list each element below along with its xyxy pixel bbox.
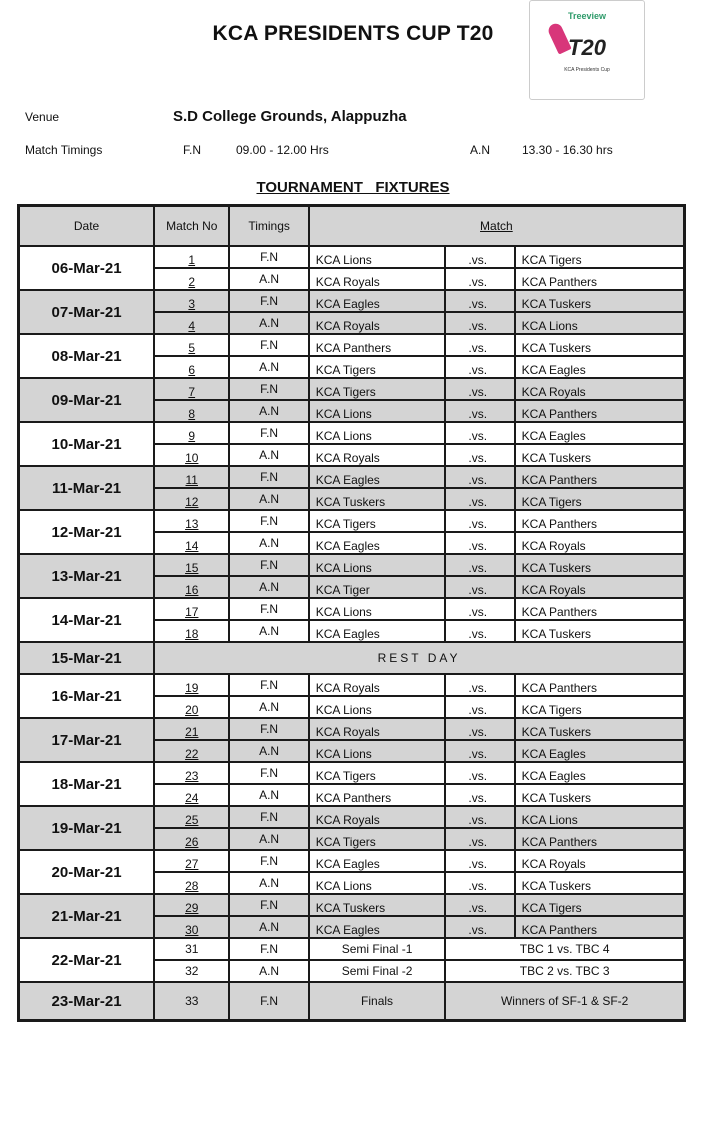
match-timing: F.N: [229, 422, 308, 444]
match-timing: A.N: [229, 488, 308, 510]
team-b: KCA Panthers: [515, 916, 685, 938]
team-a: KCA Eagles: [309, 532, 446, 554]
team-a: KCA Tigers: [309, 762, 446, 784]
vs-label: .vs.: [445, 422, 514, 444]
match-number: 9: [154, 422, 229, 444]
match-number: 20: [154, 696, 229, 718]
team-a: KCA Eagles: [309, 290, 446, 312]
table-row: [19, 938, 685, 960]
team-b: KCA Tuskers: [515, 444, 685, 466]
match-number: 13: [154, 510, 229, 532]
timings-label: Match Timings: [25, 143, 103, 157]
vs-label: .vs.: [445, 444, 514, 466]
match-number: 28: [154, 872, 229, 894]
vs-label: .vs.: [445, 510, 514, 532]
match-timing: A.N: [229, 740, 308, 762]
fn-label: F.N: [183, 143, 201, 157]
match-number: 19: [154, 674, 229, 696]
team-a: KCA Lions: [309, 422, 446, 444]
match-number: 18: [154, 620, 229, 642]
team-b: KCA Panthers: [515, 400, 685, 422]
team-a: KCA Tigers: [309, 378, 446, 400]
table-row: [19, 674, 685, 696]
match-stage: Finals: [309, 982, 446, 1021]
logo-mark: T20: [568, 35, 606, 60]
vs-label: .vs.: [445, 598, 514, 620]
team-b: KCA Panthers: [515, 828, 685, 850]
vs-label: .vs.: [445, 466, 514, 488]
vs-label: .vs.: [445, 784, 514, 806]
team-a: KCA Panthers: [309, 784, 446, 806]
team-b: KCA Panthers: [515, 598, 685, 620]
table-row: [19, 850, 685, 872]
match-number: 5: [154, 334, 229, 356]
vs-label: .vs.: [445, 894, 514, 916]
match-number: 30: [154, 916, 229, 938]
match-number: 8: [154, 400, 229, 422]
team-a: KCA Lions: [309, 740, 446, 762]
match-number: 11: [154, 466, 229, 488]
team-a: KCA Tigers: [309, 356, 446, 378]
match-timing: F.N: [229, 982, 308, 1021]
team-b: KCA Tuskers: [515, 620, 685, 642]
match-number: 26: [154, 828, 229, 850]
date-cell: 16-Mar-21: [19, 674, 155, 718]
vs-label: .vs.: [445, 334, 514, 356]
table-row: [19, 510, 685, 532]
match-number: 7: [154, 378, 229, 400]
team-a: KCA Tigers: [309, 828, 446, 850]
venue-label: Venue: [25, 110, 60, 124]
vs-label: .vs.: [445, 872, 514, 894]
fixtures-heading: TOURNAMENT FIXTURES: [256, 179, 450, 196]
table-row: [19, 598, 685, 620]
match-number: 1: [154, 246, 229, 268]
table-row: [19, 422, 685, 444]
team-a: KCA Lions: [309, 246, 446, 268]
match-timing: A.N: [229, 960, 308, 982]
match-timing: A.N: [229, 696, 308, 718]
match-number: 16: [154, 576, 229, 598]
vs-label: .vs.: [445, 532, 514, 554]
team-b: KCA Tuskers: [515, 718, 685, 740]
vs-label: .vs.: [445, 356, 514, 378]
team-b: KCA Tuskers: [515, 290, 685, 312]
match-number: 22: [154, 740, 229, 762]
table-row: [19, 378, 685, 400]
match-timing: F.N: [229, 806, 308, 828]
match-number: 25: [154, 806, 229, 828]
team-a: KCA Eagles: [309, 916, 446, 938]
tournament-logo: [529, 0, 645, 100]
team-b: KCA Lions: [515, 806, 685, 828]
match-timing: F.N: [229, 762, 308, 784]
match-number: 12: [154, 488, 229, 510]
match-number: 6: [154, 356, 229, 378]
team-a: KCA Tuskers: [309, 488, 446, 510]
match-timing: A.N: [229, 312, 308, 334]
match-number: 10: [154, 444, 229, 466]
team-b: KCA Panthers: [515, 510, 685, 532]
match-timing: F.N: [229, 334, 308, 356]
date-cell: 19-Mar-21: [19, 806, 155, 850]
vs-label: .vs.: [445, 620, 514, 642]
team-b: KCA Eagles: [515, 740, 685, 762]
team-b: KCA Royals: [515, 850, 685, 872]
rest-day-label: REST DAY: [154, 642, 684, 674]
match-timing: A.N: [229, 444, 308, 466]
vs-label: .vs.: [445, 488, 514, 510]
match-timing: A.N: [229, 400, 308, 422]
header-date: Date: [19, 206, 155, 247]
vs-label: .vs.: [445, 378, 514, 400]
match-number: 3: [154, 290, 229, 312]
match-timing: F.N: [229, 850, 308, 872]
team-b: KCA Eagles: [515, 422, 685, 444]
match-number: 15: [154, 554, 229, 576]
date-cell: 07-Mar-21: [19, 290, 155, 334]
date-cell: 20-Mar-21: [19, 850, 155, 894]
team-a: KCA Royals: [309, 806, 446, 828]
match-fixture: TBC 1 vs. TBC 4: [445, 938, 684, 960]
team-a: KCA Eagles: [309, 620, 446, 642]
vs-label: .vs.: [445, 290, 514, 312]
team-a: KCA Royals: [309, 718, 446, 740]
table-row: [19, 982, 685, 1021]
team-a: KCA Lions: [309, 696, 446, 718]
team-b: KCA Panthers: [515, 268, 685, 290]
date-cell: 15-Mar-21: [19, 642, 155, 674]
team-b: KCA Tuskers: [515, 554, 685, 576]
team-a: KCA Lions: [309, 554, 446, 576]
vs-label: .vs.: [445, 916, 514, 938]
vs-label: .vs.: [445, 554, 514, 576]
date-cell: 06-Mar-21: [19, 246, 155, 290]
team-a: KCA Eagles: [309, 850, 446, 872]
date-cell: 21-Mar-21: [19, 894, 155, 938]
table-row: [19, 466, 685, 488]
match-number: 24: [154, 784, 229, 806]
team-a: KCA Tuskers: [309, 894, 446, 916]
team-b: KCA Tigers: [515, 894, 685, 916]
team-b: KCA Royals: [515, 378, 685, 400]
team-b: KCA Tuskers: [515, 334, 685, 356]
match-timing: F.N: [229, 718, 308, 740]
team-a: KCA Lions: [309, 400, 446, 422]
vs-label: .vs.: [445, 312, 514, 334]
team-b: KCA Tigers: [515, 246, 685, 268]
team-b: KCA Tigers: [515, 488, 685, 510]
match-timing: F.N: [229, 290, 308, 312]
vs-label: .vs.: [445, 576, 514, 598]
team-a: KCA Tigers: [309, 510, 446, 532]
team-b: KCA Panthers: [515, 674, 685, 696]
header-match: Match: [309, 206, 685, 247]
match-timing: A.N: [229, 576, 308, 598]
fixtures-table: [17, 204, 686, 1022]
match-number: 33: [154, 982, 229, 1021]
vs-label: .vs.: [445, 674, 514, 696]
match-timing: A.N: [229, 784, 308, 806]
match-timing: F.N: [229, 378, 308, 400]
header-timings: Timings: [229, 206, 308, 247]
match-number: 23: [154, 762, 229, 784]
match-timing: F.N: [229, 894, 308, 916]
team-b: KCA Tuskers: [515, 872, 685, 894]
match-timing: F.N: [229, 554, 308, 576]
match-stage: Semi Final -1: [309, 938, 446, 960]
match-number: 31: [154, 938, 229, 960]
match-number: 4: [154, 312, 229, 334]
match-timing: A.N: [229, 828, 308, 850]
date-cell: 22-Mar-21: [19, 938, 155, 982]
match-number: 2: [154, 268, 229, 290]
match-stage: Semi Final -2: [309, 960, 446, 982]
match-timing: A.N: [229, 532, 308, 554]
date-cell: 09-Mar-21: [19, 378, 155, 422]
team-a: KCA Royals: [309, 674, 446, 696]
header-match-no: Match No: [154, 206, 229, 247]
team-b: KCA Eagles: [515, 762, 685, 784]
match-number: 32: [154, 960, 229, 982]
venue-value: S.D College Grounds, Alappuzha: [173, 108, 407, 125]
an-label: A.N: [470, 143, 491, 157]
team-a: KCA Royals: [309, 268, 446, 290]
date-cell: 23-Mar-21: [19, 982, 155, 1021]
table-row: [19, 334, 685, 356]
date-cell: 10-Mar-21: [19, 422, 155, 466]
date-cell: 13-Mar-21: [19, 554, 155, 598]
table-row: [19, 894, 685, 916]
date-cell: 08-Mar-21: [19, 334, 155, 378]
vs-label: .vs.: [445, 806, 514, 828]
team-b: KCA Royals: [515, 576, 685, 598]
team-a: KCA Lions: [309, 598, 446, 620]
match-timing: A.N: [229, 916, 308, 938]
match-number: 17: [154, 598, 229, 620]
team-b: KCA Tigers: [515, 696, 685, 718]
date-cell: 12-Mar-21: [19, 510, 155, 554]
vs-label: .vs.: [445, 268, 514, 290]
team-a: KCA Lions: [309, 872, 446, 894]
vs-label: .vs.: [445, 696, 514, 718]
date-cell: 17-Mar-21: [19, 718, 155, 762]
team-b: KCA Panthers: [515, 466, 685, 488]
page-title: KCA PRESIDENTS CUP T20: [212, 22, 494, 45]
match-timing: F.N: [229, 598, 308, 620]
date-cell: 14-Mar-21: [19, 598, 155, 642]
vs-label: .vs.: [445, 762, 514, 784]
table-row: [19, 246, 685, 268]
match-timing: A.N: [229, 620, 308, 642]
logo-subtitle: KCA Presidents Cup: [564, 67, 610, 73]
match-timing: A.N: [229, 356, 308, 378]
match-timing: F.N: [229, 674, 308, 696]
fixtures-body: [19, 246, 685, 1021]
team-a: KCA Royals: [309, 444, 446, 466]
match-number: 29: [154, 894, 229, 916]
match-timing: A.N: [229, 268, 308, 290]
match-timing: A.N: [229, 872, 308, 894]
match-timing: F.N: [229, 246, 308, 268]
team-a: KCA Royals: [309, 312, 446, 334]
table-row: [19, 718, 685, 740]
vs-label: .vs.: [445, 740, 514, 762]
vs-label: .vs.: [445, 718, 514, 740]
an-time: 13.30 - 16.30 hrs: [522, 143, 613, 157]
vs-label: .vs.: [445, 850, 514, 872]
team-a: KCA Eagles: [309, 466, 446, 488]
team-b: KCA Royals: [515, 532, 685, 554]
table-header-row: [19, 206, 685, 247]
match-fixture: TBC 2 vs. TBC 3: [445, 960, 684, 982]
team-a: KCA Panthers: [309, 334, 446, 356]
date-cell: 18-Mar-21: [19, 762, 155, 806]
team-b: KCA Eagles: [515, 356, 685, 378]
match-number: 14: [154, 532, 229, 554]
team-a: KCA Tiger: [309, 576, 446, 598]
team-b: KCA Lions: [515, 312, 685, 334]
table-row: [19, 554, 685, 576]
table-row: [19, 762, 685, 784]
logo-brand: Treeview: [567, 11, 607, 21]
table-row: [19, 806, 685, 828]
date-cell: 11-Mar-21: [19, 466, 155, 510]
match-timing: F.N: [229, 510, 308, 532]
table-row: [19, 290, 685, 312]
match-fixture: Winners of SF-1 & SF-2: [445, 982, 684, 1021]
match-number: 27: [154, 850, 229, 872]
match-number: 21: [154, 718, 229, 740]
match-timing: F.N: [229, 466, 308, 488]
rest-day-row: [19, 642, 685, 674]
fn-time: 09.00 - 12.00 Hrs: [236, 143, 329, 157]
match-timing: F.N: [229, 938, 308, 960]
vs-label: .vs.: [445, 246, 514, 268]
vs-label: .vs.: [445, 828, 514, 850]
vs-label: .vs.: [445, 400, 514, 422]
team-b: KCA Tuskers: [515, 784, 685, 806]
